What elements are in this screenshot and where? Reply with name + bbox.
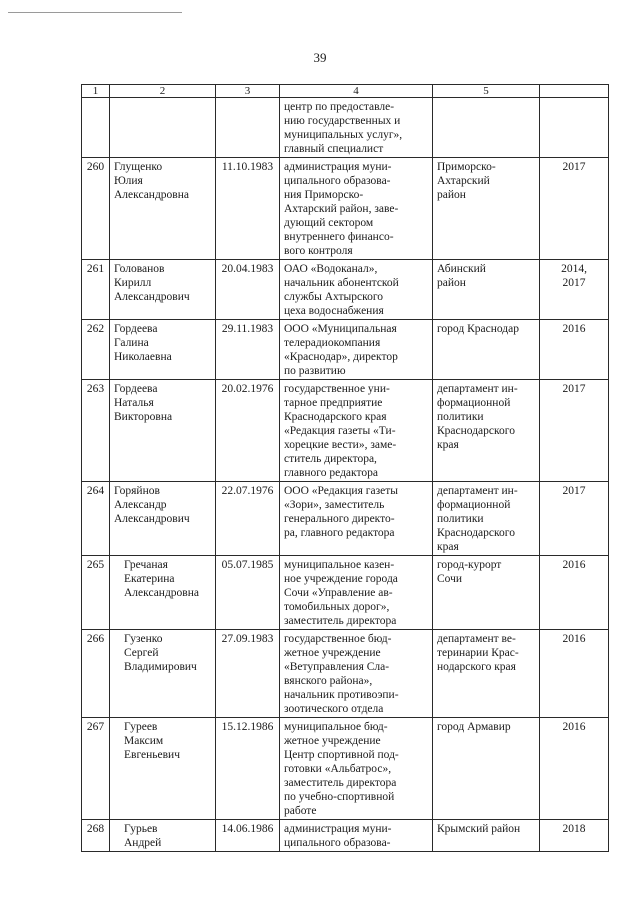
cell-name: Гурьев Андрей [110, 820, 216, 852]
cell-num: 266 [82, 630, 110, 718]
cell-date [216, 98, 280, 158]
header-rule [8, 12, 182, 13]
cell-position: государственное бюд- жетное учреждение «Ветуправления Сла- вянского района», начальник противоэпи- зоотического отдела [280, 630, 433, 718]
cell-position: муниципальное бюд- жетное учреждение Центр спортивной под- готовки «Альбатрос», заместитель директора по учебно-спортивной работе [280, 718, 433, 820]
col-header-1: 1 [82, 85, 110, 98]
cell-num: 260 [82, 158, 110, 260]
cell-year: 2016 [540, 556, 609, 630]
cell-year: 2017 [540, 380, 609, 482]
cell-year: 2017 [540, 482, 609, 556]
cell-num: 263 [82, 380, 110, 482]
cell-year: 2017 [540, 158, 609, 260]
cell-region: департамент ин- формационной политики Краснодарского края [433, 380, 540, 482]
cell-num: 261 [82, 260, 110, 320]
table-row [82, 718, 609, 820]
col-header-4: 4 [280, 85, 433, 98]
cell-name: Гордеева Галина Николаевна [110, 320, 216, 380]
cell-year: 2016 [540, 320, 609, 380]
cell-region: Приморско- Ахтарский район [433, 158, 540, 260]
table-row-continuation [82, 98, 609, 158]
cell-region: город Армавир [433, 718, 540, 820]
cell-position: государственное уни- тарное предприятие Краснодарского края «Редакция газеты «Ти- хорецкие вести», заме- ститель директора, главного редактора [280, 380, 433, 482]
table-row [82, 320, 609, 380]
col-header-5: 5 [433, 85, 540, 98]
cell-date: 20.04.1983 [216, 260, 280, 320]
cell-name [110, 98, 216, 158]
cell-position: администрация муни- ципального образова- ния Приморско- Ахтарский район, заве- дующий сектором внутреннего финансо- вого контроля [280, 158, 433, 260]
cell-name: Гречаная Екатерина Александровна [110, 556, 216, 630]
cell-region: Крымский район [433, 820, 540, 852]
cell-name: Гузенко Сергей Владимирович [110, 630, 216, 718]
cell-num: 262 [82, 320, 110, 380]
cell-region: город-курорт Сочи [433, 556, 540, 630]
cell-num: 268 [82, 820, 110, 852]
cell-date: 27.09.1983 [216, 630, 280, 718]
cell-name: Голованов Кирилл Александрович [110, 260, 216, 320]
cell-num [82, 98, 110, 158]
cell-position: муниципальное казен- ное учреждение города Сочи «Управление ав- томобильных дорог», заместитель директора [280, 556, 433, 630]
col-header-6 [540, 85, 609, 98]
cell-year: 2016 [540, 718, 609, 820]
cell-year [540, 98, 609, 158]
table-row [82, 556, 609, 630]
cell-region: департамент ин- формационной политики Краснодарского края [433, 482, 540, 556]
col-header-3: 3 [216, 85, 280, 98]
table-row [82, 820, 609, 852]
table-row [82, 380, 609, 482]
cell-date: 14.06.1986 [216, 820, 280, 852]
cell-num: 265 [82, 556, 110, 630]
cell-name: Горяйнов Александр Александрович [110, 482, 216, 556]
table-row [82, 260, 609, 320]
cell-region [433, 98, 540, 158]
cell-name: Гордеева Наталья Викторовна [110, 380, 216, 482]
table-row [82, 158, 609, 260]
cell-position: центр по предоставле- нию государственных и муниципальных услуг», главный специалист [280, 98, 433, 158]
cell-region: департамент ве- теринарии Крас- нодарского края [433, 630, 540, 718]
column-number-row [82, 85, 609, 98]
cell-position: ООО «Муниципальная телерадиокомпания «Краснодар», директор по развитию [280, 320, 433, 380]
cell-name: Глущенко Юлия Александровна [110, 158, 216, 260]
cell-region: Абинский район [433, 260, 540, 320]
cell-date: 29.11.1983 [216, 320, 280, 380]
table-row [82, 630, 609, 718]
cell-name: Гуреев Максим Евгеньевич [110, 718, 216, 820]
cell-date: 15.12.1986 [216, 718, 280, 820]
cell-date: 20.02.1976 [216, 380, 280, 482]
cell-num: 264 [82, 482, 110, 556]
cell-year: 2014, 2017 [540, 260, 609, 320]
page-number: 39 [313, 50, 327, 65]
col-header-2: 2 [110, 85, 216, 98]
cell-date: 05.07.1985 [216, 556, 280, 630]
table-row [82, 482, 609, 556]
cell-position: ООО «Редакция газеты «Зори», заместитель генерального директо- ра, главного редактора [280, 482, 433, 556]
cell-year: 2016 [540, 630, 609, 718]
cell-position: администрация муни- ципального образова- [280, 820, 433, 852]
cell-date: 22.07.1976 [216, 482, 280, 556]
cell-date: 11.10.1983 [216, 158, 280, 260]
cell-num: 267 [82, 718, 110, 820]
cell-position: ОАО «Водоканал», начальник абонентской службы Ахтырского цеха водоснабжения [280, 260, 433, 320]
cell-region: город Краснодар [433, 320, 540, 380]
personnel-table [81, 84, 609, 852]
cell-year: 2018 [540, 820, 609, 852]
